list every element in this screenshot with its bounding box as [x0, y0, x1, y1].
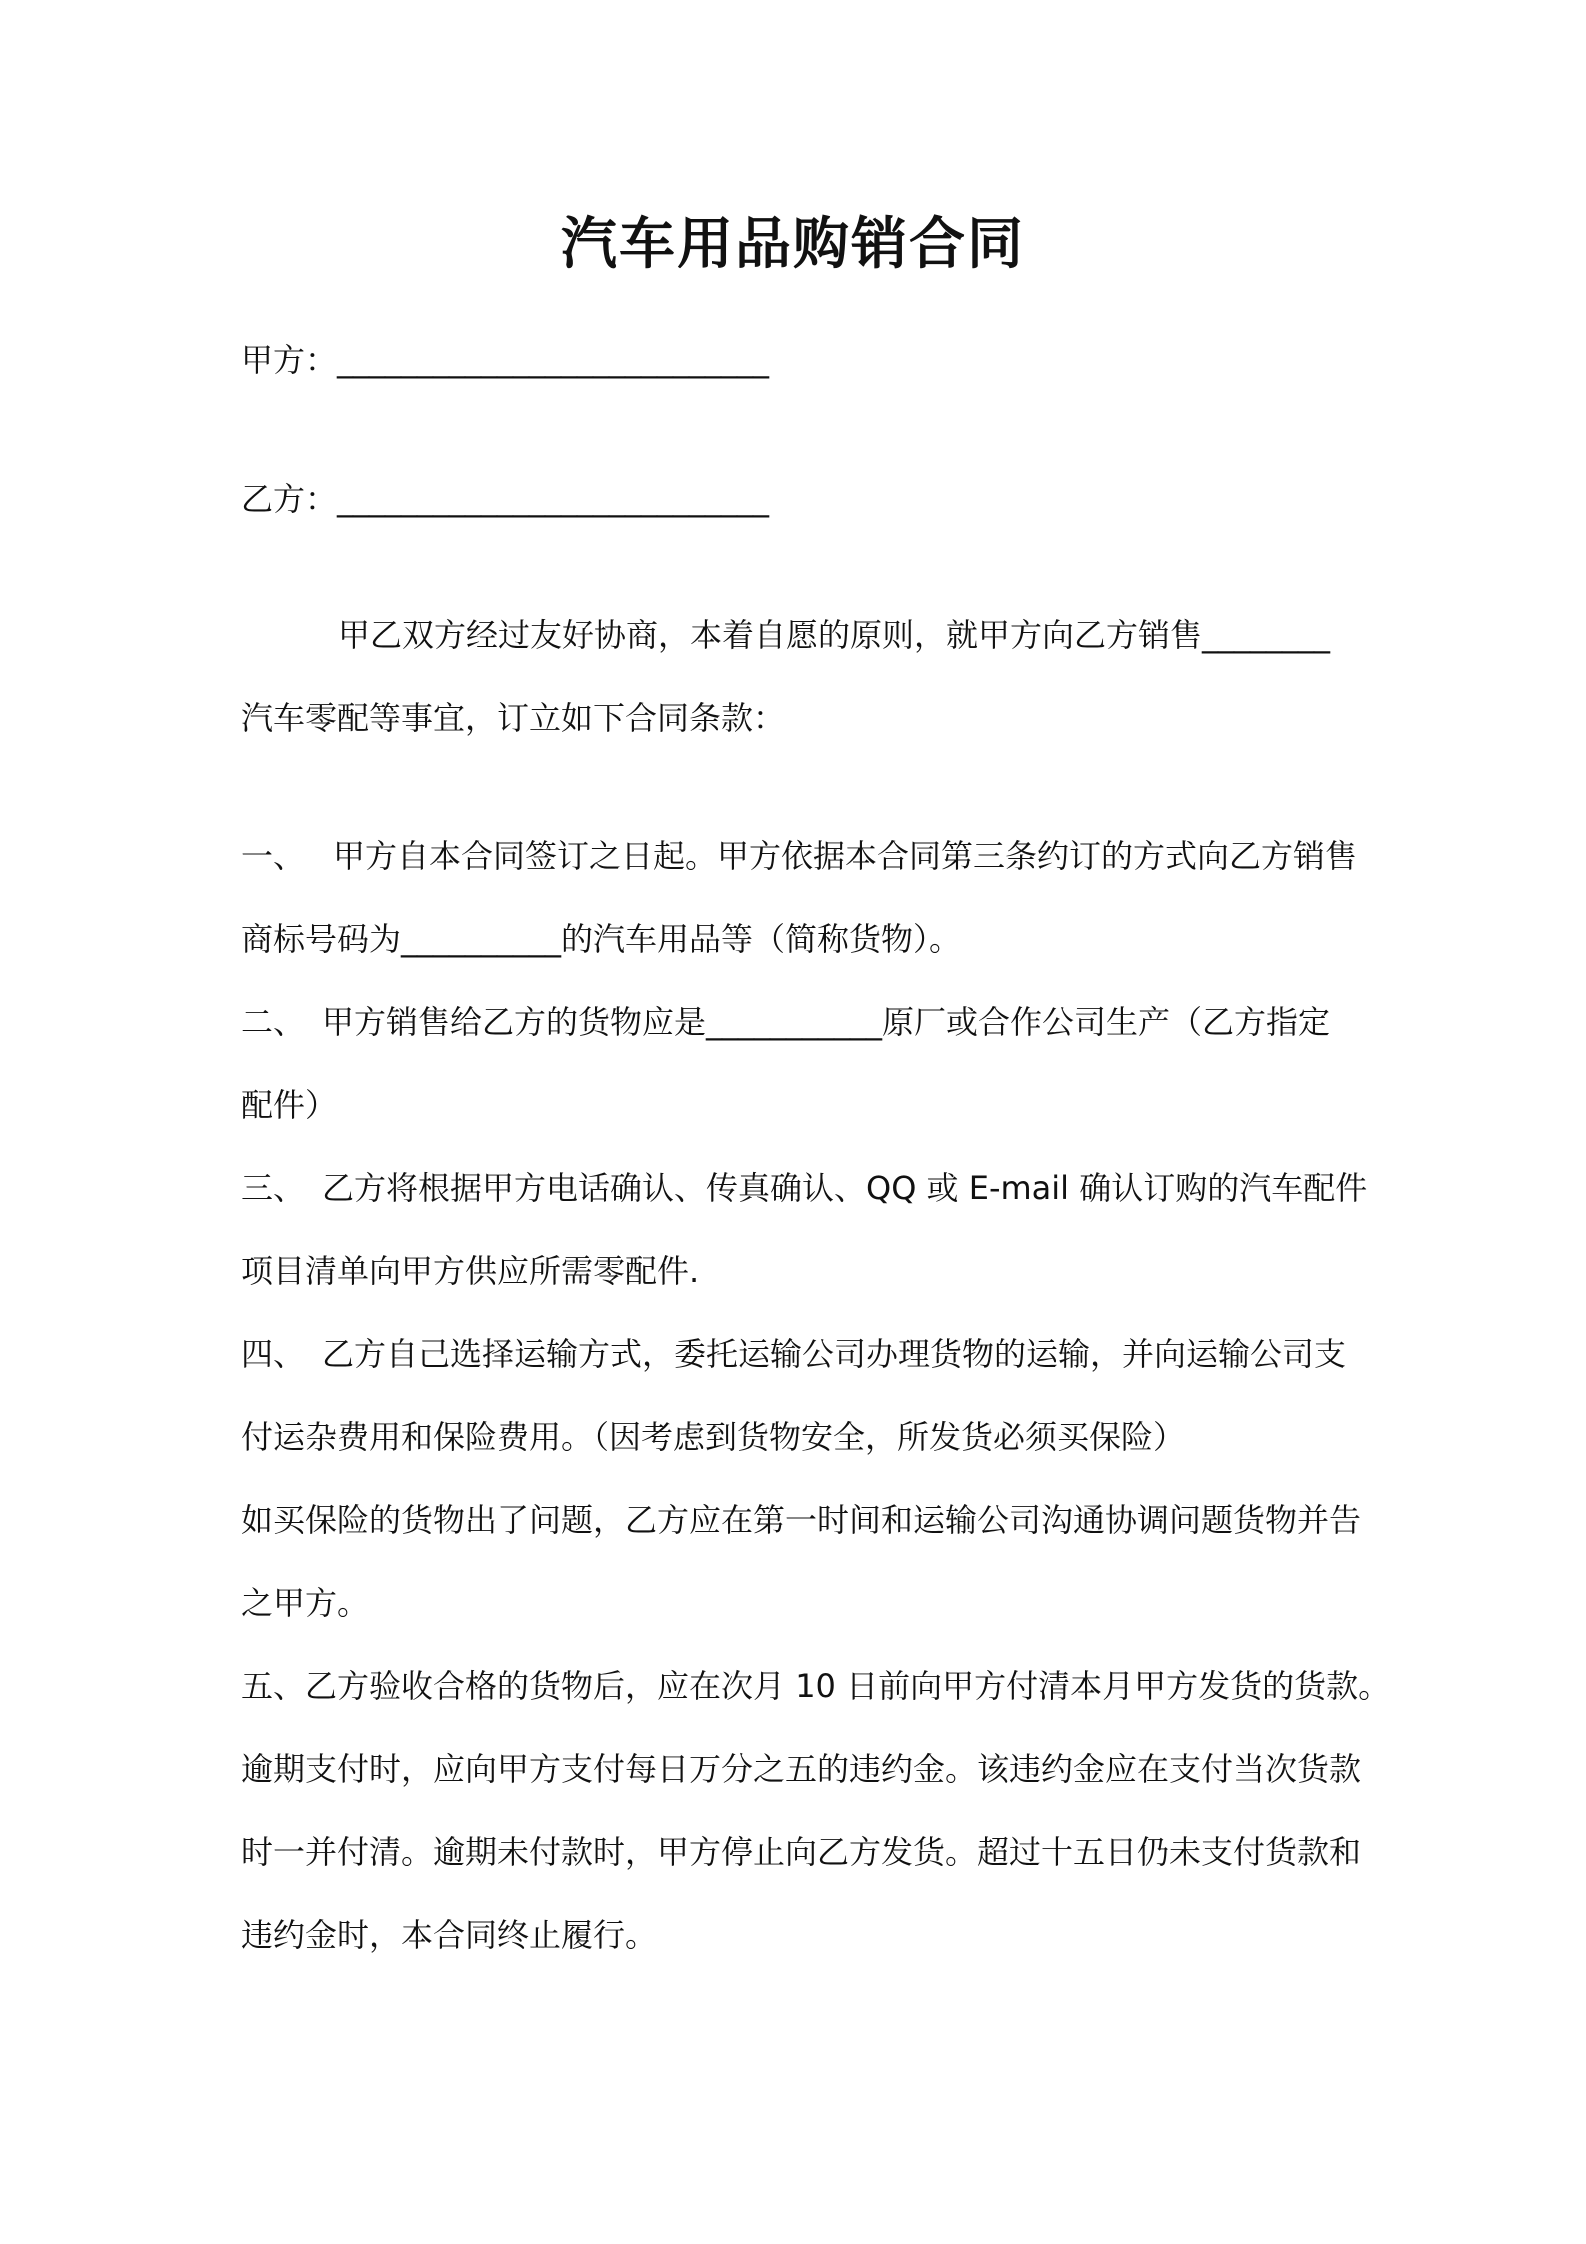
party-a-line: 甲方：___________________________: [241, 341, 770, 379]
clause-5-number: 五、: [241, 1667, 306, 1705]
clause-2-text-1: 甲方销售给乙方的货物应是___________原厂或合作公司生产（乙方指定: [322, 1003, 1331, 1041]
clause-1-number: 一、: [241, 837, 306, 875]
clause-2-line-1: [241, 1000, 1361, 1044]
clause-5-line-2: 逾期支付时，应向甲方支付每日万分之五的违约金。该违约金应在支付当次货款: [241, 1750, 1362, 1788]
clause-1-line-2: 商标号码为__________的汽车用品等（简称货物）。: [241, 920, 962, 958]
clause-3-number: 三、: [241, 1169, 306, 1207]
clause-4-line-4: 之甲方。: [241, 1584, 370, 1622]
clause-4-line-1: [241, 1332, 1361, 1376]
clause-4-text-1: 乙方自己选择运输方式，委托运输公司办理货物的运输，并向运输公司支: [322, 1335, 1347, 1373]
clause-1-text-1: 甲方自本合同签订之日起。甲方依据本合同第三条约订的方式向乙方销售: [333, 837, 1358, 875]
clause-4-line-3: 如买保险的货物出了问题，乙方应在第一时间和运输公司沟通协调问题货物并告: [241, 1501, 1362, 1539]
clause-5-line-3: 时一并付清。逾期未付款时，甲方停止向乙方发货。超过十五日仍未支付货款和: [241, 1833, 1362, 1871]
clause-4-line-2: 付运杂费用和保险费用。（因考虑到货物安全，所发货必须买保险）: [241, 1418, 1186, 1456]
clause-2-number: 二、: [241, 1003, 306, 1041]
clause-4-number: 四、: [241, 1335, 306, 1373]
clause-3-line-2: 项目清单向甲方供应所需零配件.: [241, 1252, 700, 1290]
clause-2-line-2: 配件）: [241, 1086, 338, 1124]
party-b-line: 乙方：___________________________: [241, 480, 770, 518]
clause-5-line-4: 违约金时，本合同终止履行。: [241, 1916, 658, 1954]
clause-3-text-1: 乙方将根据甲方电话确认、传真确认、QQ 或 E-mail 确认订购的汽车配件: [322, 1169, 1368, 1207]
intro-line-1: 甲乙双方经过友好协商，本着自愿的原则，就甲方向乙方销售________: [338, 616, 1331, 654]
intro-line-2: 汽车零配等事宜，订立如下合同条款：: [241, 699, 786, 737]
clause-5-text-1: 乙方验收合格的货物后，应在次月 10 日前向甲方付清本月甲方发货的货款。: [305, 1667, 1391, 1705]
clause-1-line-1: [241, 834, 1361, 878]
clause-3-line-1: [241, 1166, 1368, 1210]
document-title: 汽车用品购销合同: [561, 212, 1025, 277]
clause-5-line-1: [241, 1664, 1391, 1708]
